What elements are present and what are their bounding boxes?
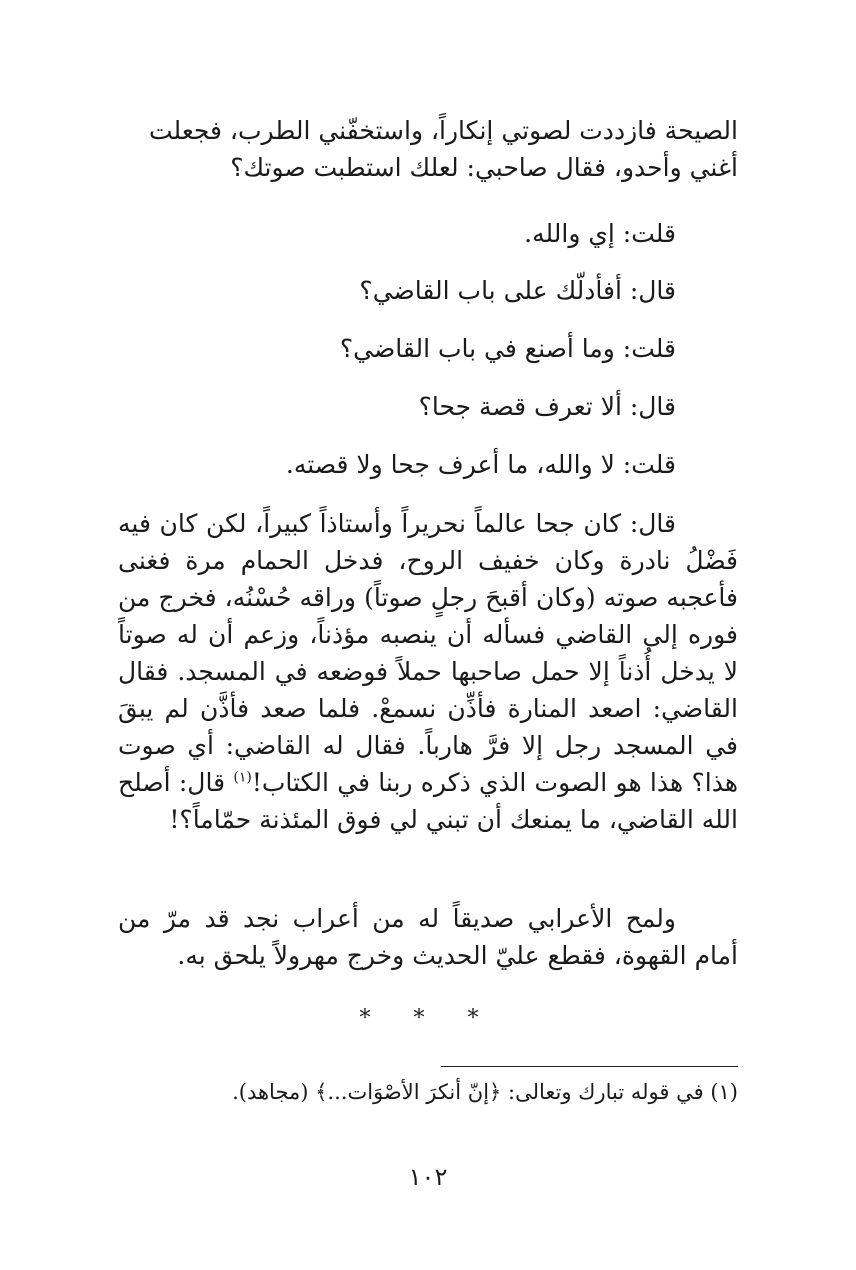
paragraph-opening-line-1: الصيحة فازددت لصوتي إنكاراً، واستخفّني الطرب، فجعلت	[149, 116, 738, 145]
paragraph-closing: ولمح الأعرابي صديقاً له من أعراب نجد قد مرّ من أمام القهوة، فقطع عليّ الحديث وخرج مهرولاً يلحق به.	[118, 904, 738, 970]
dialog-line: قال: ألا تعرف قصة جحا؟	[418, 392, 676, 421]
story-text-end: قال: أصلح الله القاضي، ما يمنعك أن تبني لي فوق المئذنة حمّاماً؟!	[118, 768, 738, 834]
footnote: (١) في قوله تبارك وتعالى: ﴿إنّ أنكرَ الأصْوَات...﴾ (مجاهد).	[232, 1080, 738, 1104]
paragraph-opening	[118, 112, 738, 186]
footnote-marker: (١)	[233, 769, 252, 786]
dialog-line: قلت: إي والله.	[524, 219, 676, 248]
section-separator: * * *	[359, 1006, 497, 1031]
page-number: ١٠٢	[408, 1163, 448, 1191]
paragraph-story	[118, 505, 738, 838]
dialog-line: قلت: وما أصنع في باب القاضي؟	[339, 334, 676, 363]
dialog-line: قال: أفأدلّك على باب القاضي؟	[359, 276, 676, 305]
story-text: قال: كان جحا عالماً نحريراً وأستاذاً كبيراً، لكن كان فيه فَضْلُ نادرة وكان خفيف الروح، فدخل الحمام مرة فغنى فأعجبه صوته (وكان أقبحَ رجلٍ صوتاً) وراقه حُسْنُه، فخرج من فوره إلى القاضي فسأله أن ينصبه مؤذناً، وزعم أن له صوتاً لا يدخل أُذناً إلا حمل صاحبها حملاً فوضعه في المسجد. فقال القاضي: اصعد المنارة فأذِّن نسمعْ. فلما صعد فأذَّن لم يبقَ في المسجد رجل إلا فرَّ هارباً. فقال له القاضي: أي صوت هذا؟ هذا هو الصوت الذي ذكره ربنا في الكتاب!	[118, 509, 738, 797]
footnote-divider	[441, 1066, 738, 1067]
dialog-line: قلت: لا والله، ما أعرف جحا ولا قصته.	[285, 450, 676, 479]
paragraph-opening-line-2: أغني وأحدو، فقال صاحبي: لعلك استطبت صوتك؟	[230, 153, 738, 182]
